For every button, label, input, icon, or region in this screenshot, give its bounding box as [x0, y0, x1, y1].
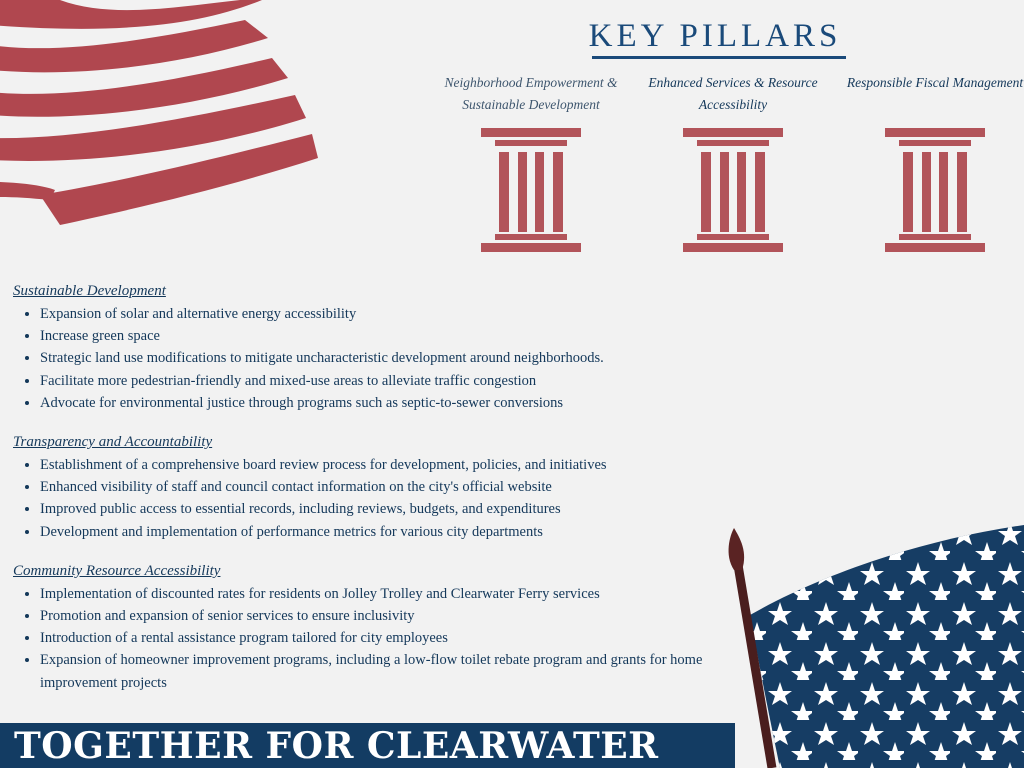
key-pillars-underline	[592, 56, 846, 59]
list-item: • Introduction of a rental assistance program tailored for city employees	[40, 627, 733, 649]
pillar-label: Responsible Fiscal Management	[846, 75, 1024, 90]
list-item: • Enhanced visibility of staff and council contact information on the city's official website	[40, 476, 733, 498]
list-item: • Expansion of solar and alternative energy accessibility	[40, 303, 733, 325]
key-pillars-title: KEY PILLARS	[588, 18, 842, 54]
section-sustainable-development	[13, 281, 733, 414]
section-title: Community Resource Accessibility	[13, 562, 221, 579]
bullet-list	[13, 454, 733, 543]
section-title: Sustainable Development	[13, 283, 166, 299]
bullet-list	[13, 303, 733, 414]
platform-content	[13, 281, 733, 712]
pillar-column-icon	[683, 128, 783, 252]
list-item: • Facilitate more pedestrian-friendly and mixed-use areas to alleviate traffic congestion	[40, 370, 733, 392]
pillar-label: Enhanced Services & Resource Accessibility	[648, 75, 818, 112]
list-item: • Strategic land use modifications to mitigate uncharacteristic development around neighborhoods.	[40, 347, 733, 369]
list-item: • Expansion of homeowner improvement programs, including a low-flow toilet rebate program and grants for home improvement projects	[40, 649, 733, 693]
list-item: • Increase green space	[40, 325, 733, 347]
pillar-column-icon	[481, 128, 581, 252]
bullet-list	[13, 583, 733, 694]
list-item: • Improved public access to essential records, including reviews, budgets, and expenditures	[40, 498, 733, 520]
footer-banner	[0, 723, 735, 768]
list-item: • Establishment of a comprehensive board review process for development, policies, and initiatives	[40, 454, 733, 476]
pillar-enhanced-services	[633, 72, 833, 252]
pillar-column-icon	[885, 128, 985, 252]
pillar-label: Neighborhood Empowerment & Sustainable Development	[444, 75, 618, 112]
footer-slogan: TOGETHER FOR CLEARWATER	[14, 725, 659, 767]
section-title: Transparency and Accountability	[13, 434, 213, 451]
list-item: • Advocate for environmental justice through programs such as septic-to-sewer conversions	[40, 392, 733, 414]
american-flag-stars-image	[720, 520, 1024, 768]
pillar-neighborhood-empowerment	[431, 72, 631, 252]
section-community-resource-accessibility	[13, 561, 733, 694]
pillar-responsible-fiscal	[835, 72, 1024, 252]
section-transparency-accountability	[13, 432, 733, 543]
list-item: • Implementation of discounted rates for residents on Jolley Trolley and Clearwater Ferry services	[40, 583, 733, 605]
american-flag-stripes-image	[0, 0, 330, 235]
list-item: • Development and implementation of performance metrics for various city departments	[40, 521, 733, 543]
list-item: • Promotion and expansion of senior services to ensure inclusivity	[40, 605, 733, 627]
